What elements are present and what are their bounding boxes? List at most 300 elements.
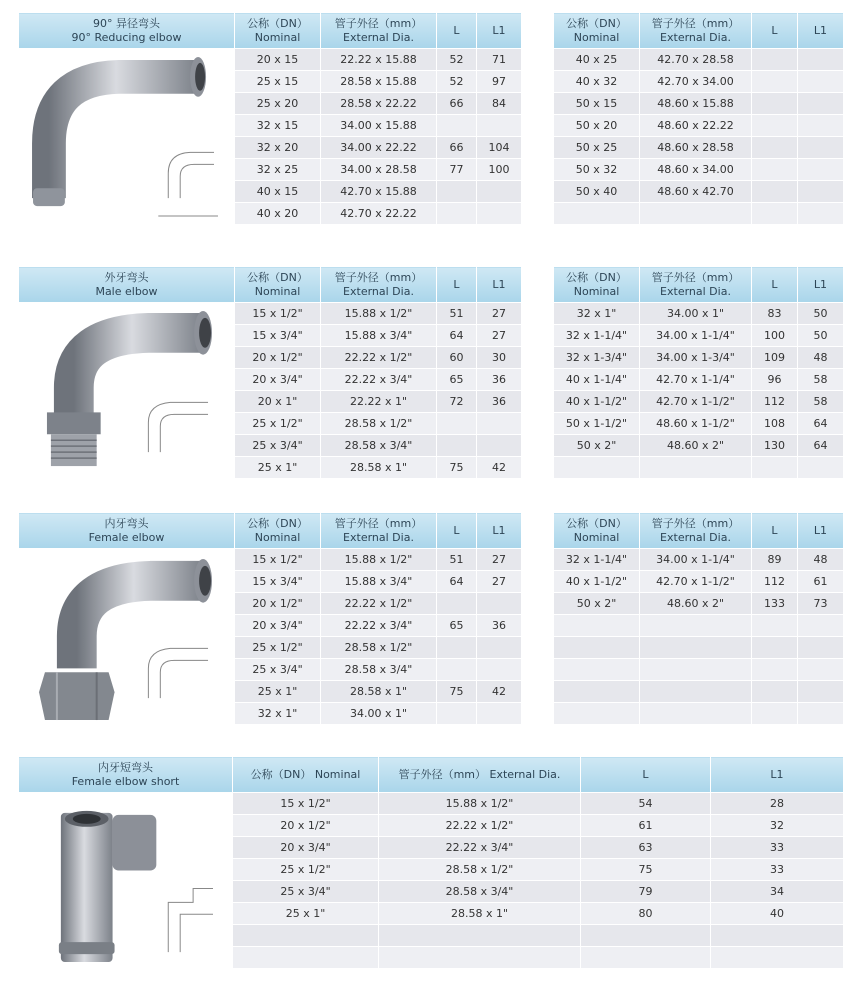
nominal-cell: 32 x 1-1/4" xyxy=(554,325,640,347)
dia-cell: 28.58 x 1" xyxy=(321,681,437,703)
section-title-en: Male elbow xyxy=(95,284,158,298)
dia-cell: 48.60 x 15.88 xyxy=(640,93,752,115)
section-title-zh: 内牙弯头 xyxy=(104,516,149,530)
table-row xyxy=(554,435,844,457)
nominal-header xyxy=(554,267,640,303)
female-elbow-short-icon xyxy=(19,793,232,968)
table-row xyxy=(554,159,844,181)
dia-cell: 42.70 x 34.00 xyxy=(640,71,752,93)
l-cell: 100 xyxy=(752,325,798,347)
dia-cell: 15.88 x 1/2" xyxy=(321,303,437,325)
dia-cell: 42.70 x 22.22 xyxy=(321,203,437,225)
l-cell: 96 xyxy=(752,369,798,391)
l-cell xyxy=(752,49,798,71)
table-row xyxy=(19,49,522,71)
l1-cell: 27 xyxy=(477,303,522,325)
dia-cell: 34.00 x 1-3/4" xyxy=(640,347,752,369)
l1-cell: 27 xyxy=(477,549,522,571)
section-title-en: 90° Reducing elbow xyxy=(71,30,182,44)
nominal-cell: 25 x 3/4" xyxy=(233,881,379,903)
nominal-cell: 15 x 3/4" xyxy=(235,571,321,593)
l-cell xyxy=(437,637,477,659)
header-text: External Dia. xyxy=(343,284,414,298)
nominal-cell: 25 x 3/4" xyxy=(235,435,321,457)
l1-header: L1 xyxy=(798,513,844,549)
l1-cell xyxy=(798,203,844,225)
male-elbow-icon xyxy=(19,303,234,478)
l-cell: 75 xyxy=(437,457,477,479)
table-row xyxy=(554,369,844,391)
nominal-cell: 40 x 1-1/2" xyxy=(554,391,640,413)
dia-cell: 28.58 x 3/4" xyxy=(321,659,437,681)
table-row xyxy=(554,137,844,159)
l1-cell xyxy=(477,115,522,137)
l-cell xyxy=(581,947,711,969)
l-cell: 112 xyxy=(752,571,798,593)
l1-cell xyxy=(477,659,522,681)
l-header: L xyxy=(437,13,477,49)
dia-cell xyxy=(640,703,752,725)
header-text: 管子外径（mm） xyxy=(651,516,740,530)
table-row xyxy=(554,71,844,93)
nominal-cell: 32 x 25 xyxy=(235,159,321,181)
female-elbow-table-right xyxy=(553,512,844,725)
l1-cell: 58 xyxy=(798,391,844,413)
l-cell xyxy=(752,637,798,659)
l-cell xyxy=(752,137,798,159)
table-header xyxy=(19,267,522,303)
table-header xyxy=(19,513,522,549)
l1-cell: 42 xyxy=(477,681,522,703)
header-text: Nominal xyxy=(573,284,620,298)
l1-cell: 33 xyxy=(711,859,844,881)
section-title xyxy=(19,757,233,793)
l1-cell xyxy=(798,659,844,681)
section-title-zh: 90° 异径弯头 xyxy=(93,16,160,30)
dia-cell: 28.58 x 1/2" xyxy=(321,637,437,659)
l1-cell: 42 xyxy=(477,457,522,479)
l1-cell xyxy=(477,637,522,659)
header-text: External Dia. xyxy=(660,284,731,298)
table-row xyxy=(554,49,844,71)
l1-cell xyxy=(798,137,844,159)
dia-cell: 42.70 x 1-1/2" xyxy=(640,571,752,593)
l1-cell xyxy=(477,593,522,615)
dia-cell: 28.58 x 1/2" xyxy=(321,413,437,435)
l1-cell: 30 xyxy=(477,347,522,369)
nominal-cell: 20 x 3/4" xyxy=(235,369,321,391)
l-cell xyxy=(752,703,798,725)
dia-cell xyxy=(640,659,752,681)
external-dia-header xyxy=(321,267,437,303)
l1-cell xyxy=(798,71,844,93)
header-text: 公称（DN） xyxy=(566,270,627,284)
nominal-cell xyxy=(233,925,379,947)
nominal-cell: 15 x 1/2" xyxy=(235,549,321,571)
dia-cell: 42.70 x 28.58 xyxy=(640,49,752,71)
nominal-cell xyxy=(554,457,640,479)
nominal-cell: 25 x 20 xyxy=(235,93,321,115)
external-dia-header xyxy=(640,13,752,49)
table-row xyxy=(19,303,522,325)
nominal-cell: 50 x 32 xyxy=(554,159,640,181)
l-cell xyxy=(437,413,477,435)
l-cell xyxy=(752,71,798,93)
dia-cell xyxy=(379,925,581,947)
l-header: L xyxy=(752,267,798,303)
dia-cell: 48.60 x 2" xyxy=(640,593,752,615)
nominal-cell: 40 x 20 xyxy=(235,203,321,225)
l-cell: 79 xyxy=(581,881,711,903)
dia-cell: 48.60 x 42.70 xyxy=(640,181,752,203)
nominal-cell: 32 x 1-3/4" xyxy=(554,347,640,369)
table-row xyxy=(554,325,844,347)
nominal-cell: 25 x 1/2" xyxy=(233,859,379,881)
l-cell: 75 xyxy=(437,681,477,703)
dia-cell: 22.22 x 1/2" xyxy=(321,347,437,369)
nominal-cell: 50 x 2" xyxy=(554,593,640,615)
dia-cell: 34.00 x 1" xyxy=(321,703,437,725)
table-row xyxy=(554,391,844,413)
dia-cell: 15.88 x 3/4" xyxy=(321,571,437,593)
nominal-cell xyxy=(554,615,640,637)
external-dia-header xyxy=(640,267,752,303)
l1-cell: 73 xyxy=(798,593,844,615)
reducing-elbow-table xyxy=(18,12,522,225)
nominal-cell: 25 x 1" xyxy=(235,681,321,703)
l1-cell: 58 xyxy=(798,369,844,391)
l-cell: 64 xyxy=(437,325,477,347)
male-elbow-table xyxy=(18,266,522,479)
dia-cell xyxy=(640,457,752,479)
nominal-cell: 25 x 1/2" xyxy=(235,413,321,435)
l1-cell: 48 xyxy=(798,549,844,571)
dia-cell: 28.58 x 1" xyxy=(321,457,437,479)
dia-cell: 28.58 x 3/4" xyxy=(321,435,437,457)
nominal-header xyxy=(554,513,640,549)
table-row xyxy=(554,659,844,681)
l1-cell: 36 xyxy=(477,369,522,391)
l1-cell xyxy=(798,703,844,725)
table-header xyxy=(554,267,844,303)
dia-cell: 34.00 x 15.88 xyxy=(321,115,437,137)
dia-cell: 15.88 x 3/4" xyxy=(321,325,437,347)
l1-cell: 61 xyxy=(798,571,844,593)
section-title-en: Female elbow xyxy=(88,530,165,544)
l-cell xyxy=(581,925,711,947)
dia-cell: 15.88 x 1/2" xyxy=(379,793,581,815)
dia-cell: 22.22 x 15.88 xyxy=(321,49,437,71)
dia-cell: 48.60 x 2" xyxy=(640,435,752,457)
reducing-elbow-icon xyxy=(19,49,234,224)
table-row xyxy=(554,347,844,369)
header-text: Nominal xyxy=(573,530,620,544)
header-text: 管子外径（mm） xyxy=(651,16,740,30)
l1-cell: 36 xyxy=(477,391,522,413)
nominal-cell xyxy=(554,703,640,725)
female-elbow-image xyxy=(19,549,235,725)
l1-cell: 100 xyxy=(477,159,522,181)
l1-cell: 34 xyxy=(711,881,844,903)
table-row xyxy=(554,93,844,115)
l1-cell xyxy=(711,925,844,947)
nominal-cell xyxy=(554,681,640,703)
l-cell xyxy=(752,181,798,203)
nominal-cell: 20 x 1/2" xyxy=(235,347,321,369)
l-cell: 66 xyxy=(437,137,477,159)
l1-cell: 36 xyxy=(477,615,522,637)
header-text: 公称（DN） xyxy=(247,516,308,530)
l-cell: 63 xyxy=(581,837,711,859)
l1-cell: 97 xyxy=(477,71,522,93)
l-cell: 54 xyxy=(581,793,711,815)
external-dia-header xyxy=(321,13,437,49)
l1-header: L1 xyxy=(477,513,522,549)
nominal-cell xyxy=(233,947,379,969)
l-cell: 83 xyxy=(752,303,798,325)
l-cell: 108 xyxy=(752,413,798,435)
header-text: Nominal xyxy=(254,530,301,544)
l1-cell xyxy=(798,159,844,181)
nominal-cell xyxy=(554,659,640,681)
dia-cell: 34.00 x 1" xyxy=(640,303,752,325)
nominal-cell: 15 x 1/2" xyxy=(233,793,379,815)
table-row xyxy=(554,681,844,703)
l1-cell: 40 xyxy=(711,903,844,925)
header-text: External Dia. xyxy=(343,530,414,544)
l-header: L xyxy=(437,513,477,549)
l1-cell: 33 xyxy=(711,837,844,859)
nominal-cell: 40 x 25 xyxy=(554,49,640,71)
table-row xyxy=(554,593,844,615)
l-cell: 112 xyxy=(752,391,798,413)
external-dia-header xyxy=(321,513,437,549)
l-cell xyxy=(752,159,798,181)
l1-cell xyxy=(798,181,844,203)
nominal-cell: 40 x 1-1/2" xyxy=(554,571,640,593)
l-header: L xyxy=(752,13,798,49)
l-cell xyxy=(752,681,798,703)
l1-cell: 104 xyxy=(477,137,522,159)
nominal-cell: 15 x 3/4" xyxy=(235,325,321,347)
table-row xyxy=(554,615,844,637)
section-title xyxy=(19,513,235,549)
table-row xyxy=(554,703,844,725)
l1-header: L1 xyxy=(798,267,844,303)
nominal-cell: 32 x 1" xyxy=(554,303,640,325)
female-elbow-icon xyxy=(19,549,234,724)
l1-cell: 50 xyxy=(798,303,844,325)
header-text: 公称（DN） xyxy=(566,16,627,30)
dia-cell xyxy=(640,681,752,703)
table-header xyxy=(554,513,844,549)
l-cell: 133 xyxy=(752,593,798,615)
nominal-cell: 40 x 1-1/4" xyxy=(554,369,640,391)
l1-header: L1 xyxy=(477,13,522,49)
header-text: Nominal xyxy=(254,30,301,44)
reducing-elbow-table-right xyxy=(553,12,844,225)
l1-cell xyxy=(798,457,844,479)
dia-cell: 28.58 x 15.88 xyxy=(321,71,437,93)
l-cell: 52 xyxy=(437,49,477,71)
dia-cell: 22.22 x 3/4" xyxy=(321,615,437,637)
l1-cell xyxy=(798,115,844,137)
l1-cell: 32 xyxy=(711,815,844,837)
l1-header: L1 xyxy=(798,13,844,49)
dia-cell: 42.70 x 1-1/4" xyxy=(640,369,752,391)
dia-cell: 34.00 x 1-1/4" xyxy=(640,325,752,347)
l-cell xyxy=(752,93,798,115)
l-cell: 65 xyxy=(437,615,477,637)
l1-cell: 64 xyxy=(798,435,844,457)
l-cell: 65 xyxy=(437,369,477,391)
l-cell xyxy=(752,115,798,137)
table-header xyxy=(19,757,844,793)
nominal-cell: 50 x 40 xyxy=(554,181,640,203)
l1-cell: 48 xyxy=(798,347,844,369)
table-row xyxy=(554,637,844,659)
nominal-cell: 32 x 1" xyxy=(235,703,321,725)
nominal-cell: 50 x 1-1/2" xyxy=(554,413,640,435)
header-text: 管子外径（mm） xyxy=(651,270,740,284)
l-cell: 66 xyxy=(437,93,477,115)
nominal-cell: 50 x 2" xyxy=(554,435,640,457)
dia-cell: 15.88 x 1/2" xyxy=(321,549,437,571)
l-cell xyxy=(437,115,477,137)
l1-cell xyxy=(477,435,522,457)
dia-cell: 22.22 x 1" xyxy=(321,391,437,413)
section-title-en: Female elbow short xyxy=(71,774,180,788)
header-text: 管子外径（mm） xyxy=(334,16,423,30)
dia-cell: 48.60 x 28.58 xyxy=(640,137,752,159)
l-cell: 61 xyxy=(581,815,711,837)
dia-cell: 28.58 x 3/4" xyxy=(379,881,581,903)
section-title xyxy=(19,267,235,303)
header-text: 管子外径（mm） xyxy=(334,516,423,530)
l1-cell xyxy=(477,203,522,225)
l-cell: 80 xyxy=(581,903,711,925)
nominal-cell: 20 x 1" xyxy=(235,391,321,413)
dia-cell: 22.22 x 1/2" xyxy=(321,593,437,615)
l-cell xyxy=(752,615,798,637)
dia-cell: 28.58 x 1" xyxy=(379,903,581,925)
l1-cell xyxy=(798,93,844,115)
l-cell xyxy=(437,659,477,681)
nominal-header xyxy=(235,267,321,303)
l-cell: 60 xyxy=(437,347,477,369)
l1-cell xyxy=(477,181,522,203)
external-dia-header xyxy=(640,513,752,549)
table-row xyxy=(19,793,844,815)
dia-cell xyxy=(640,615,752,637)
header-text: External Dia. xyxy=(660,530,731,544)
section-title-zh: 外牙弯头 xyxy=(104,270,149,284)
nominal-cell: 40 x 15 xyxy=(235,181,321,203)
header-text: 公称（DN） xyxy=(247,270,308,284)
l-cell: 75 xyxy=(581,859,711,881)
header-text: External Dia. xyxy=(343,30,414,44)
nominal-cell: 25 x 15 xyxy=(235,71,321,93)
male-elbow-table-right xyxy=(553,266,844,479)
l-cell xyxy=(437,593,477,615)
nominal-cell: 25 x 1" xyxy=(235,457,321,479)
dia-cell: 28.58 x 1/2" xyxy=(379,859,581,881)
table-row xyxy=(554,303,844,325)
male-elbow-image xyxy=(19,303,235,479)
dia-cell: 34.00 x 1-1/4" xyxy=(640,549,752,571)
l1-cell: 50 xyxy=(798,325,844,347)
nominal-cell: 25 x 1/2" xyxy=(235,637,321,659)
header-text: 公称（DN） xyxy=(566,516,627,530)
l1-cell: 84 xyxy=(477,93,522,115)
l-cell: 51 xyxy=(437,303,477,325)
l1-cell xyxy=(798,49,844,71)
nominal-cell: 32 x 20 xyxy=(235,137,321,159)
external-dia-header: 管子外径（mm） External Dia. xyxy=(379,757,581,793)
l1-cell: 27 xyxy=(477,571,522,593)
l-cell xyxy=(752,203,798,225)
l-cell: 64 xyxy=(437,571,477,593)
nominal-cell: 32 x 1-1/4" xyxy=(554,549,640,571)
section-title xyxy=(19,13,235,49)
nominal-cell: 20 x 3/4" xyxy=(233,837,379,859)
l-cell xyxy=(437,181,477,203)
l-cell: 89 xyxy=(752,549,798,571)
l-cell: 77 xyxy=(437,159,477,181)
l1-cell: 27 xyxy=(477,325,522,347)
l1-cell xyxy=(798,615,844,637)
nominal-cell: 20 x 3/4" xyxy=(235,615,321,637)
dia-cell xyxy=(379,947,581,969)
table-row xyxy=(554,457,844,479)
table-row xyxy=(554,549,844,571)
l1-cell: 64 xyxy=(798,413,844,435)
nominal-cell: 25 x 1" xyxy=(233,903,379,925)
l-cell: 109 xyxy=(752,347,798,369)
nominal-header xyxy=(235,513,321,549)
l-header: L xyxy=(752,513,798,549)
dia-cell: 22.22 x 3/4" xyxy=(379,837,581,859)
header-text: 公称（DN） xyxy=(247,16,308,30)
nominal-cell: 15 x 1/2" xyxy=(235,303,321,325)
l-cell: 130 xyxy=(752,435,798,457)
table-row xyxy=(19,549,522,571)
nominal-cell: 40 x 32 xyxy=(554,71,640,93)
dia-cell xyxy=(640,203,752,225)
l-cell: 52 xyxy=(437,71,477,93)
dia-cell: 22.22 x 1/2" xyxy=(379,815,581,837)
l-header: L xyxy=(581,757,711,793)
l-cell xyxy=(752,659,798,681)
female-elbow-short-table xyxy=(18,756,844,969)
header-text: 管子外径（mm） xyxy=(334,270,423,284)
l-cell xyxy=(437,703,477,725)
nominal-header xyxy=(235,13,321,49)
dia-cell: 48.60 x 34.00 xyxy=(640,159,752,181)
nominal-cell xyxy=(554,203,640,225)
table-header xyxy=(554,13,844,49)
l1-cell xyxy=(798,681,844,703)
nominal-cell: 50 x 15 xyxy=(554,93,640,115)
dia-cell: 34.00 x 22.22 xyxy=(321,137,437,159)
nominal-cell: 20 x 1/2" xyxy=(233,815,379,837)
table-row xyxy=(554,413,844,435)
nominal-header: 公称（DN） Nominal xyxy=(233,757,379,793)
female-elbow-table xyxy=(18,512,522,725)
l-cell xyxy=(437,435,477,457)
nominal-cell: 20 x 15 xyxy=(235,49,321,71)
l1-header: L1 xyxy=(477,267,522,303)
